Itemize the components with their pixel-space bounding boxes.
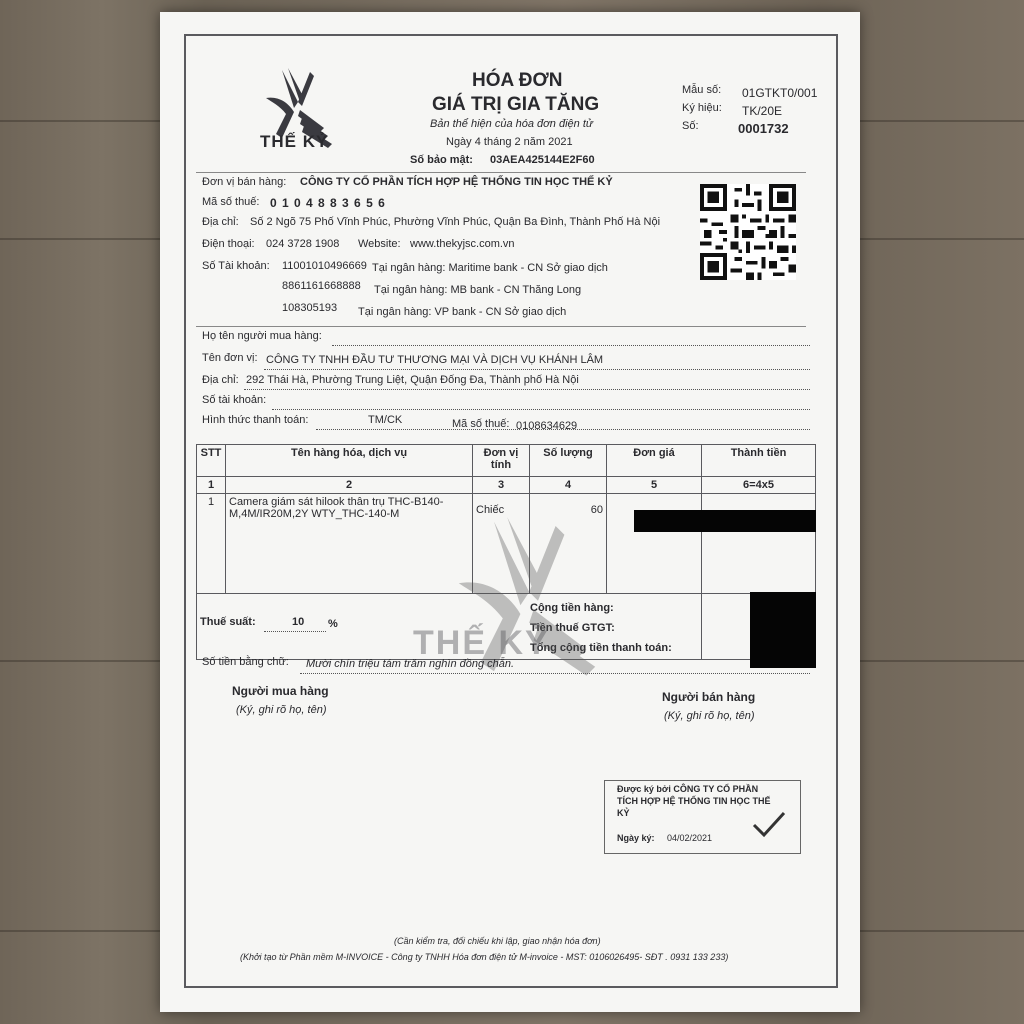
- account-number: 108305193: [282, 302, 338, 314]
- seller-phone: 024 3728 1908: [266, 238, 340, 250]
- dotted-line: [300, 672, 810, 674]
- amount-words-label: Số tiền bằng chữ:: [202, 656, 289, 668]
- col-header: Thành tiền: [702, 445, 816, 477]
- seller-website: www.thekyjsc.com.vn: [410, 238, 515, 250]
- buyer-account-label: Số tài khoản:: [202, 394, 267, 406]
- account-number: 11001010496669: [282, 260, 367, 272]
- seller-website-label: Website:: [358, 238, 401, 250]
- seller-address-label: Địa chỉ:: [202, 216, 239, 228]
- digital-signature-box: [604, 780, 801, 854]
- row-item-name: Camera giám sát hilook thân trụ THC-B140-M,4M/IR20M,2Y WTY_THC-140-M: [226, 494, 473, 594]
- account-bank: Tại ngân hàng: MB bank - CN Thăng Long: [374, 284, 582, 296]
- redaction-bar: [750, 592, 816, 668]
- tax-rate-value: 10: [292, 616, 305, 628]
- col-index: 5: [607, 477, 702, 494]
- payment-label: Hình thức thanh toán:: [202, 414, 309, 426]
- digital-signature-text: Được ký bởi CÔNG TY CỔ PHẦN TÍCH HỢP HỆ THỐNG TIN HỌC THẾ KỶ: [617, 784, 771, 818]
- buyer-address: 292 Thái Hà, Phường Trung Liệt, Quận Đống Đa, Thành phố Hà Nội: [246, 374, 579, 386]
- buyer-name-label: Họ tên người mua hàng:: [202, 330, 322, 342]
- qr-code: [700, 184, 796, 280]
- row-unit: Chiếc: [473, 494, 530, 594]
- row-stt: 1: [197, 494, 226, 594]
- invoice-title: HÓA ĐƠN: [472, 70, 563, 91]
- divider: [196, 326, 806, 327]
- col-index: 4: [530, 477, 607, 494]
- col-header: Đơn giá: [607, 445, 702, 477]
- col-index: 3: [473, 477, 530, 494]
- invoice-paper: [160, 12, 860, 1012]
- seller-unit: CÔNG TY CỔ PHẦN TÍCH HỢP HỆ THỐNG TIN HỌC THẾ KỶ: [300, 176, 613, 188]
- col-index: 6=4x5: [702, 477, 816, 494]
- col-header: Số lượng: [530, 445, 607, 477]
- invoice-subtitle: Bản thể hiện của hóa đơn điện tử: [430, 118, 593, 130]
- seller-phone-label: Điện thoại:: [202, 238, 255, 250]
- dotted-line: [332, 344, 810, 346]
- watermark-logo: [432, 504, 622, 724]
- seller-tax-label: Mã số thuế:: [202, 196, 260, 208]
- col-index: 1: [197, 477, 226, 494]
- total-label: Tổng cộng tiền thanh toán:: [530, 642, 672, 654]
- invoice-title-2: GIÁ TRỊ GIA TĂNG: [432, 94, 600, 115]
- subtotal-label: Cộng tiền hàng:: [530, 602, 614, 614]
- dotted-line: [316, 428, 810, 430]
- invoice-number: 0001732: [738, 121, 789, 136]
- dotted-line: [244, 388, 810, 390]
- col-index: 2: [226, 477, 473, 494]
- invoice-date: Ngày 4 tháng 2 năm 2021: [446, 136, 573, 148]
- table-header-row: [197, 445, 816, 477]
- dotted-line: [264, 368, 810, 370]
- sign-date: 04/02/2021: [667, 833, 713, 843]
- symbol-label: Ký hiệu:: [682, 102, 722, 114]
- logo-wordmark: THẾ KỶ: [260, 132, 329, 151]
- buyer-address-label: Địa chỉ:: [202, 374, 239, 386]
- seller-unit-label: Đơn vị bán hàng:: [202, 176, 287, 188]
- account-bank: Tại ngân hàng: Maritime bank - CN Sở giao dịch: [372, 262, 608, 274]
- table-index-row: [197, 477, 816, 494]
- seller-signature-title: Người bán hàng: [662, 690, 756, 704]
- buyer-signature-note: (Ký, ghi rõ họ, tên): [236, 704, 327, 716]
- form-label: Mẫu số:: [682, 84, 722, 96]
- checkmark-icon: [751, 809, 787, 839]
- tax-rate-label: Thuế suất:: [200, 616, 256, 628]
- col-header: Tên hàng hóa, dịch vụ: [226, 445, 473, 477]
- footer-note: (Cần kiểm tra, đối chiếu khi lập, giao nhận hóa đơn): [394, 936, 601, 946]
- buyer-tax-label: Mã số thuế:: [452, 418, 510, 430]
- account-bank: Tại ngân hàng: VP bank - CN Sở giao dịch: [358, 306, 567, 318]
- row-amount: [702, 494, 816, 594]
- buyer-unit: CÔNG TY TNHH ĐẦU TƯ THƯƠNG MẠI VÀ DỊCH VỤ KHÁNH LÂM: [266, 354, 604, 366]
- number-label: Số:: [682, 120, 699, 132]
- buyer-signature-title: Người mua hàng: [232, 684, 329, 698]
- dotted-line: [272, 408, 810, 410]
- footer-software: (Khởi tạo từ Phần mềm M-INVOICE - Công ty TNHH Hóa đơn điện tử M-invoice - MST: 0106026495- SĐT . 0931 133 233): [240, 952, 729, 962]
- row-qty: 60: [530, 494, 607, 594]
- col-header: Đơn vị tính: [473, 445, 530, 477]
- account-number: 8861161668888: [282, 280, 361, 292]
- buyer-tax: 0108634629: [516, 420, 578, 432]
- seller-account-label: Số Tài khoản:: [202, 260, 270, 272]
- payment-method: TM/CK: [368, 414, 403, 426]
- watermark-text: THẾ KỶ: [413, 624, 550, 662]
- security-label: Số bảo mật:: [410, 154, 473, 166]
- seller-tax: 0 1 0 4 8 8 3 6 5 6: [270, 196, 386, 210]
- sign-date-label: Ngày ký:: [617, 833, 655, 843]
- divider: [196, 172, 806, 173]
- seller-signature-note: (Ký, ghi rõ họ, tên): [664, 710, 755, 722]
- symbol-value: TK/20E: [742, 104, 783, 118]
- buyer-unit-label: Tên đơn vị:: [202, 352, 258, 364]
- security-code: 03AEA425144E2F60: [490, 154, 595, 166]
- dotted-line: [264, 630, 326, 632]
- col-header: STT: [197, 445, 226, 477]
- seller-address: Số 2 Ngõ 75 Phố Vĩnh Phúc, Phường Vĩnh Phúc, Quận Ba Đình, Thành Phố Hà Nội: [250, 216, 661, 228]
- redaction-bar: [634, 510, 816, 532]
- form-value: 01GTKT0/001: [742, 86, 818, 100]
- tax-rate-unit: %: [328, 618, 338, 630]
- amount-words: Mười chín triệu tám trăm nghìn đồng chẵn.: [306, 658, 515, 670]
- vat-label: Tiền thuế GTGT:: [530, 622, 615, 634]
